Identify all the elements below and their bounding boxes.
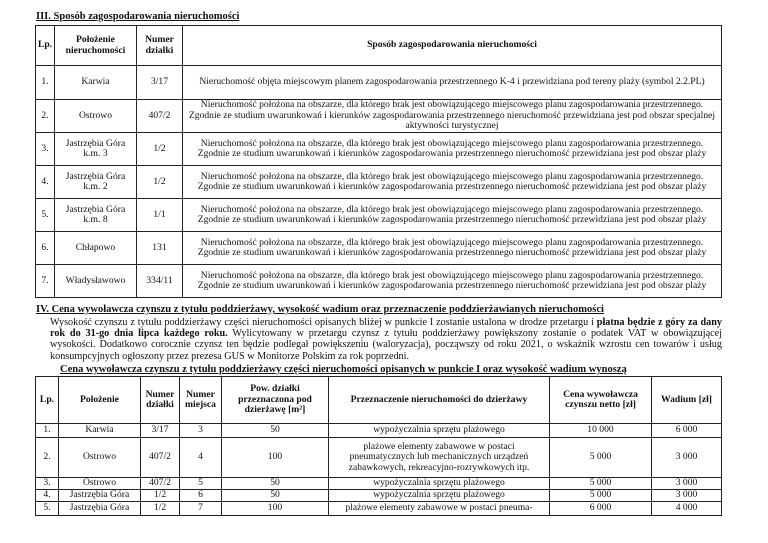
row-place-number: 3 <box>180 424 222 438</box>
header-land-use: Sposób zagospodarowania nieruchomości <box>183 26 722 66</box>
row-plot-number: 407/2 <box>141 478 180 490</box>
land-use-row <box>36 66 722 100</box>
row-land-use: Nieruchomość położona na obszarze, dla którego brak jest obowiązującego miejscowego planu zagospodarowania przestrzennego. Zgodnie ze studium uwarunkowań i kierunków zagospodarowania przestrzennego nieruchomość przewidziana jest pod obszar plaży <box>183 166 722 199</box>
rent-paragraph-bold: płatna będzie z góry za dany rok do 31-go dnia lipca każdego roku. <box>50 317 722 340</box>
header-area: Pow. działki przeznaczona pod dzierżawę [m²] <box>222 377 329 424</box>
header-price: Cena wywoławcza czynszu netto [zł] <box>550 377 652 424</box>
row-plot-number: 1/2 <box>137 133 183 166</box>
header-lp: Lp. <box>36 377 59 424</box>
row-plot-number: 1/2 <box>137 166 183 199</box>
row-plot-number: 407/2 <box>137 100 183 133</box>
row-location: Jastrzębia Góra <box>59 490 141 502</box>
price-row <box>36 502 722 516</box>
row-area: 50 <box>222 478 329 490</box>
row-plot-number: 334/11 <box>137 265 183 298</box>
row-deposit: 3 000 <box>652 490 722 502</box>
row-price: 5 000 <box>550 478 652 490</box>
row-plot-number: 3/17 <box>137 66 183 100</box>
row-land-use: Nieruchomość położona na obszarze, dla którego brak jest obowiązującego miejscowego planu zagospodarowania przestrzennego. Zgodnie ze studium uwarunkowań i kierunków zagospodarowania przestrzennego nieruchomość przewidziana jest pod obszar specjalnej aktywności turystycznej <box>183 100 722 133</box>
row-place-number: 7 <box>180 502 222 516</box>
header-place-number: Numer miejsca <box>180 377 222 424</box>
row-location: Karwia <box>59 424 141 438</box>
row-deposit: 4 000 <box>652 502 722 516</box>
row-plot-number: 131 <box>137 232 183 265</box>
row-land-use: Nieruchomość położona na obszarze, dla którego brak jest obowiązującego miejscowego planu zagospodarowania przestrzennego. Zgodnie ze studium uwarunkowań i kierunków zagospodarowania przestrzennego nieruchomość przewidziana jest pod obszar plaży <box>183 133 722 166</box>
row-deposit: 3 000 <box>652 438 722 478</box>
row-purpose: plażowe elementy zabawowe w postaci pneuma- <box>329 502 550 516</box>
row-lp: 4. <box>36 490 59 502</box>
row-plot-number: 1/2 <box>141 490 180 502</box>
header-purpose: Przeznaczenie nieruchomości do dzierżawy <box>329 377 550 424</box>
row-area: 100 <box>222 502 329 516</box>
row-lp: 3. <box>36 478 59 490</box>
row-land-use: Nieruchomość położona na obszarze, dla którego brak jest obowiązującego miejscowego planu zagospodarowania przestrzennego. Zgodnie ze studium uwarunkowań i kierunków zagospodarowania przestrzennego nieruchomość przewidziana jest pod obszar plaży <box>183 232 722 265</box>
row-lp: 1. <box>36 424 59 438</box>
row-place-number: 4 <box>180 438 222 478</box>
header-plot-number: Numer działki <box>137 26 183 66</box>
row-place-number: 6 <box>180 490 222 502</box>
land-use-row <box>36 265 722 298</box>
row-location: Ostrowo <box>55 100 137 133</box>
row-area: 100 <box>222 438 329 478</box>
row-area: 50 <box>222 490 329 502</box>
row-location: Karwia <box>55 66 137 100</box>
row-lp: 3. <box>36 133 55 166</box>
land-use-table <box>35 25 722 298</box>
land-use-row <box>36 199 722 232</box>
price-row <box>36 478 722 490</box>
header-deposit: Wadium [zł] <box>652 377 722 424</box>
land-use-row <box>36 166 722 199</box>
row-location: Jastrzębia Góra k.m. 8 <box>55 199 137 232</box>
price-row <box>36 490 722 502</box>
land-use-row <box>36 100 722 133</box>
row-location: Ostrowo <box>59 478 141 490</box>
row-location: Jastrzębia Góra k.m. 2 <box>55 166 137 199</box>
price-header-row <box>36 377 722 424</box>
row-price: 5 000 <box>550 490 652 502</box>
row-lp: 2. <box>36 100 55 133</box>
price-row <box>36 424 722 438</box>
row-lp: 2. <box>36 438 59 478</box>
row-deposit: 6 000 <box>652 424 722 438</box>
row-plot-number: 3/17 <box>141 424 180 438</box>
header-location: Położenie nieruchomości <box>55 26 137 66</box>
row-location: Chłapowo <box>55 232 137 265</box>
section-3-heading: III. Sposób zagospodarowania nieruchomości <box>36 11 240 22</box>
row-price: 5 000 <box>550 438 652 478</box>
row-place-number: 5 <box>180 478 222 490</box>
row-lp: 5. <box>36 199 55 232</box>
price-table-heading: Cena wywoławcza czynszu z tytułu poddzierżawy części nieruchomości opisanych w punkcie I oraz wysokość wadium wynoszą <box>60 364 627 375</box>
header-plot-number: Numer działki <box>141 377 180 424</box>
row-location: Władysławowo <box>55 265 137 298</box>
row-price: 6 000 <box>550 502 652 516</box>
price-table <box>35 376 722 516</box>
header-lp: Lp. <box>36 26 55 66</box>
row-location: Jastrzębia Góra k.m. 3 <box>55 133 137 166</box>
row-plot-number: 407/2 <box>141 438 180 478</box>
row-land-use: Nieruchomość położona na obszarze, dla którego brak jest obowiązującego miejscowego planu zagospodarowania przestrzennego. Zgodnie ze studium uwarunkowań i kierunków zagospodarowania przestrzennego nieruchomość przewidziana jest pod obszar plaży <box>183 199 722 232</box>
row-land-use: Nieruchomość położona na obszarze, dla którego brak jest obowiązującego miejscowego planu zagospodarowania przestrzennego. Zgodnie ze studium uwarunkowań i kierunków zagospodarowania przestrzennego nieruchomość przewidziana jest pod obszar plaży <box>183 265 722 298</box>
row-area: 50 <box>222 424 329 438</box>
row-purpose: plażowe elementy zabawowe w postaci pneumatycznych lub mechanicznych urządzeń zabawkowych, rekreacyjno-rozrywkowych itp. <box>329 438 550 478</box>
row-land-use: Nieruchomość objęta miejscowym planem zagospodarowania przestrzennego K-4 i przewidziana pod tereny plaży (symbol 2.2.PL) <box>183 66 722 100</box>
row-purpose: wypożyczalnia sprzętu plażowego <box>329 478 550 490</box>
row-price: 10 000 <box>550 424 652 438</box>
section-4-heading: IV. Cena wywoławcza czynszu z tytułu poddzierżawy, wysokość wadium oraz przeznaczenie poddzierżawianych nieruchomości <box>36 304 604 315</box>
row-location: Ostrowo <box>59 438 141 478</box>
row-lp: 6. <box>36 232 55 265</box>
row-purpose: wypożyczalnia sprzętu plażowego <box>329 424 550 438</box>
rent-paragraph-start: Wysokość czynszu z tytułu poddzierżawy części nieruchomości opisanych bliżej w punkcie I zostanie ustalona w drodze przetargu i <box>50 317 597 328</box>
row-location: Jastrzębia Góra <box>59 502 141 516</box>
row-deposit: 3 000 <box>652 478 722 490</box>
land-use-header-row <box>36 26 722 66</box>
rent-paragraph-end: Wylicytowany w przetargu czynsz z tytułu poddzierżawy powiększony zostanie o podatek VAT w obowiązującej wysokości. Dodatkowo corocznie czynsz ten będzie podlegał powiększeniu (waloryzacja), począwszy od roku 2021, o wskaźnik wzrostu cen towarów i usług konsumpcyjnych ogłoszony przez prezesa GUS w Monitorze Polskim za rok poprzedni. <box>50 328 722 362</box>
row-lp: 4. <box>36 166 55 199</box>
land-use-row <box>36 133 722 166</box>
row-plot-number: 1/2 <box>141 502 180 516</box>
row-purpose: wypożyczalnia sprzętu plażowego <box>329 490 550 502</box>
row-plot-number: 1/1 <box>137 199 183 232</box>
row-lp: 1. <box>36 66 55 100</box>
header-location: Położenie <box>59 377 141 424</box>
price-row <box>36 438 722 478</box>
row-lp: 7. <box>36 265 55 298</box>
land-use-row <box>36 232 722 265</box>
row-lp: 5. <box>36 502 59 516</box>
rent-paragraph <box>50 317 722 362</box>
